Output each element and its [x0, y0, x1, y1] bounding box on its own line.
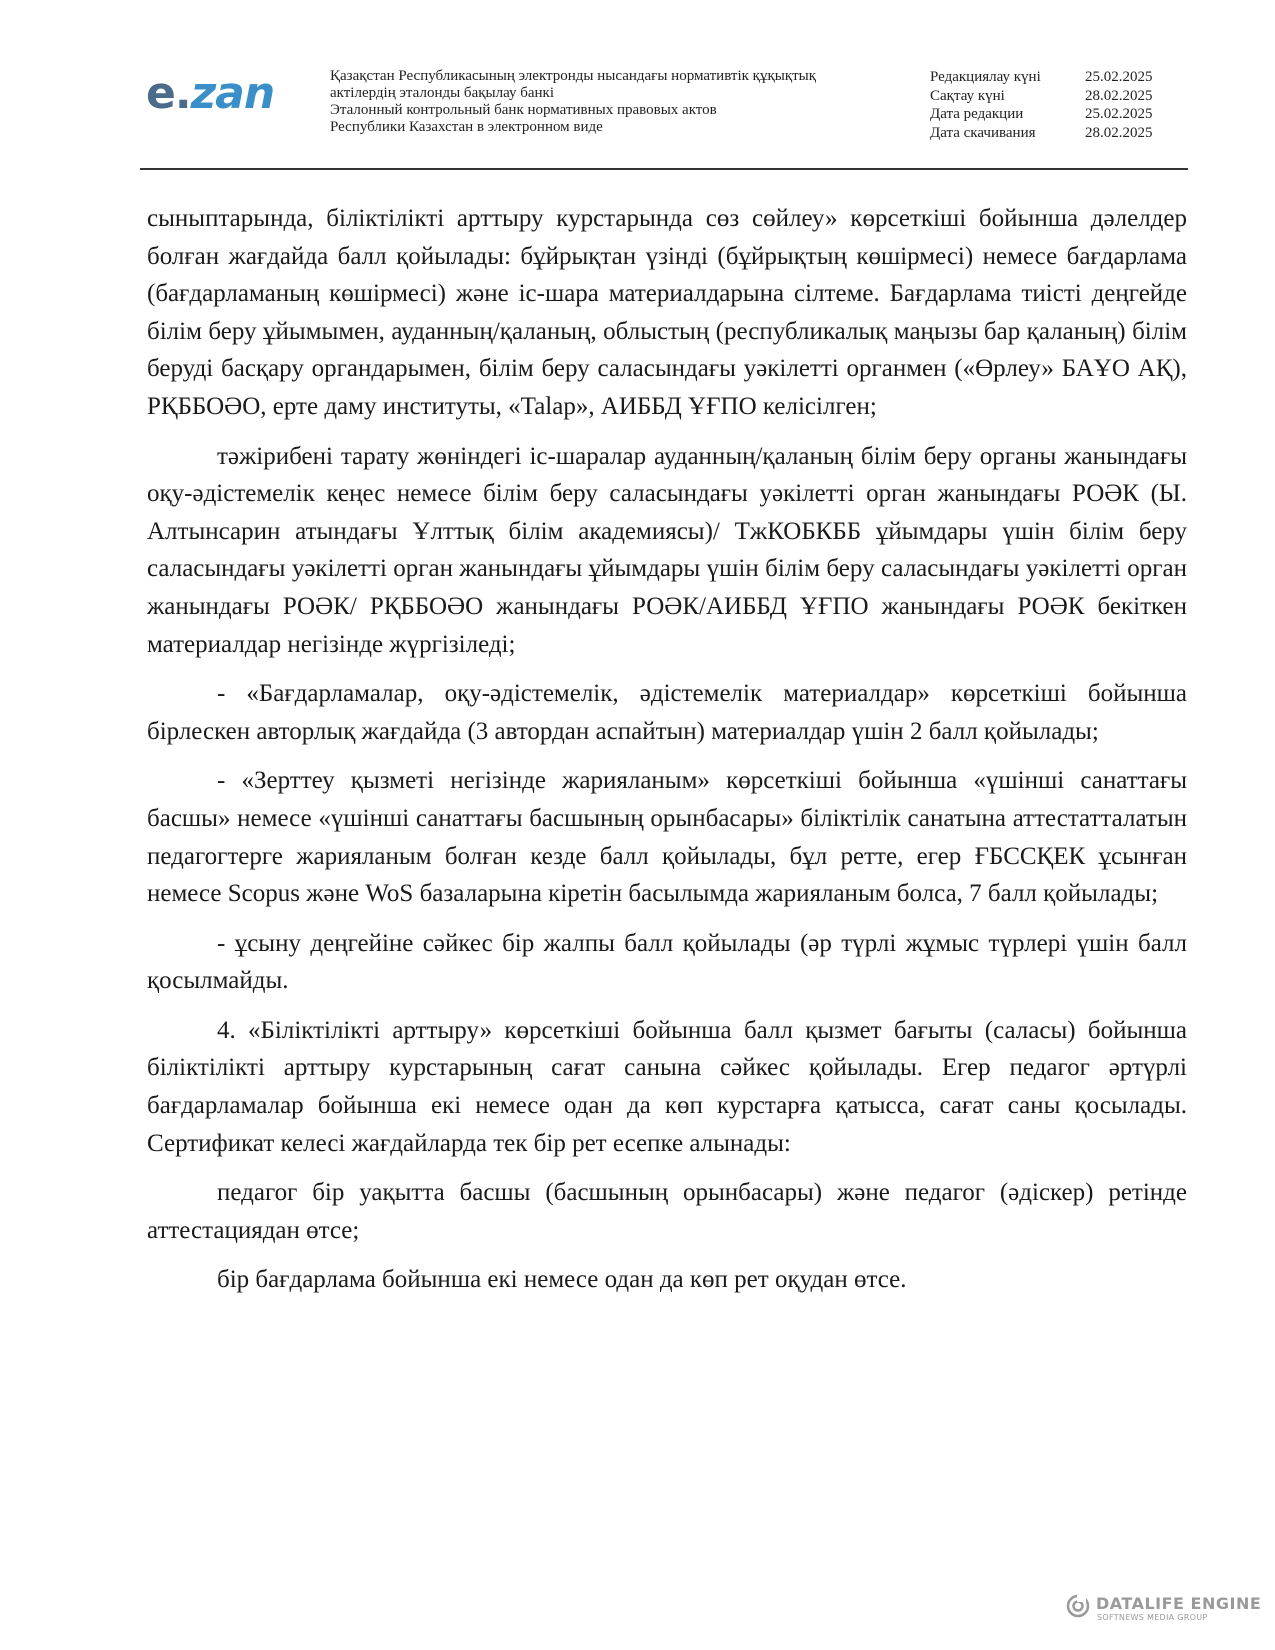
paragraph: бір бағдарлама бойынша екі немесе одан да көп рет оқудан өтсе.: [217, 1266, 907, 1294]
date-row-edit-ru: [930, 105, 1180, 124]
header-title-line-4: Республики Казахстан в электронном виде: [330, 119, 603, 135]
date-row-save-kz: [930, 87, 1180, 106]
paragraph: - «Зерттеу қызметі негізінде жарияланым» көрсеткіші бойынша «үшінші санаттағы басшы» немесе «үшінші санаттағы басшының орынбасары» біліктілік санатына аттестатталатын педагогтерге жарияланым болған кезде балл қойылады, бұл ретте, егер ҒБССҚЕК ұсынған немесе Scopus және WoS базаларына кіретін басылымда жарияланым болса, 7 балл қойылады;: [147, 767, 1187, 908]
date-row-download-ru: [930, 124, 1180, 143]
datalife-logo-icon: [1066, 1594, 1090, 1618]
date-value: 28.02.2025: [1085, 124, 1153, 141]
date-value: 28.02.2025: [1085, 87, 1153, 104]
paragraph: - «Бағдарламалар, оқу-әдістемелік, әдістемелік материалдар» көрсеткіші бойынша бірлескен авторлық жағдайда (3 автордан аспайтын) материалдар үшін 2 балл қойылады;: [147, 680, 1187, 745]
paragraph: педагог бір уақытта басшы (басшының орынбасары) және педагог (әдіскер) ретінде аттестациядан өтсе;: [147, 1179, 1187, 1244]
header-title-line-2: актілердің эталонды бақылау банкі: [330, 85, 554, 101]
watermark-subtitle: SOFTNEWS MEDIA GROUP: [1097, 1613, 1208, 1622]
header-title-line-1: Қазақстан Республикасының электронды нысандағы нормативтік құқықтық: [330, 68, 817, 84]
header-title-line-3: Эталонный контрольный банк нормативных правовых актов: [330, 102, 717, 118]
date-label: Сақтау күні: [930, 87, 1005, 104]
document-header: [140, 66, 1188, 166]
date-label: Редакциялау күні: [930, 69, 1041, 85]
paragraph: - ұсыну деңгейіне сәйкес бір жалпы балл қойылады (әр түрлі жұмыс түрлері үшін балл қосылмайды.: [147, 929, 1187, 995]
date-label: Дата редакции: [930, 106, 1024, 122]
ezan-logo[interactable]: [146, 68, 275, 119]
date-row-edit-kz: [930, 68, 1180, 87]
header-title: [330, 68, 870, 136]
logo-e: e: [146, 68, 175, 119]
logo-zan: zan: [190, 68, 275, 119]
date-value: 25.02.2025: [1085, 106, 1153, 122]
paragraph: 4. «Біліктілікті арттыру» көрсеткіші бойынша балл қызмет бағыты (саласы) бойынша біліктілікті арттыру курстарының сағат санына сәйкес қойылады. Егер педагог әртүрлі бағдарламалар бойынша екі немесе одан да көп курстарға қатысса, сағат саны қосылады. Сертификат келесі жағдайларда тек бір рет есепке алынады:: [147, 1016, 1187, 1157]
document-body: [147, 200, 1187, 1311]
paragraph: тәжірибені тарату жөніндегі іс-шаралар ауданның/қаланың білім беру органы жанындағы оқу-әдістемелік кеңес немесе білім беру саласындағы уәкілетті орган жанындағы РОӘК (Ы. Алтынсарин атындағы Ұлттық білім академиясы)/ ТжКОБКББ ұйымдары үшін білім беру саласындағы уәкілетті орган жанындағы ұйымдары үшін білім беру саласындағы уәкілетті орган жанындағы РОӘК/ РҚББОӘО жанындағы РОӘК/АИББД ҰҒПО жанындағы РОӘК бекіткен материалдар негізінде жүргізіледі;: [147, 442, 1187, 658]
paragraph: сыныптарында, біліктілікті арттыру курстарында сөз сөйлеу» көрсеткіші бойынша дәлелдер болған жағдайда балл қойылады: бұйрықтан үзінді (бұйрықтың көшірмесі) немесе бағдарлама (бағдарламаның көшірмесі) және іс-шара материалдарына сілтеме. Бағдарлама тиісті деңгейде білім беру ұйымымен, ауданның/қаланың, облыстың (республикалық маңызы бар қаланың) білім беруді басқару органдарымен, білім беру саласындағы уәкілетті органмен («Өрлеу» БАҰО АҚ), РҚББОӘО, ерте даму институты, «Talap», АИББД ҰҒПО келісілген;: [147, 205, 1187, 420]
header-dates: [930, 68, 1180, 142]
date-value: 25.02.2025: [1085, 69, 1153, 85]
header-divider: [140, 168, 1188, 170]
logo-dot: .: [174, 68, 191, 119]
date-label: Дата скачивания: [930, 124, 1036, 141]
watermark-title: DATALIFE ENGINE: [1096, 1594, 1262, 1613]
